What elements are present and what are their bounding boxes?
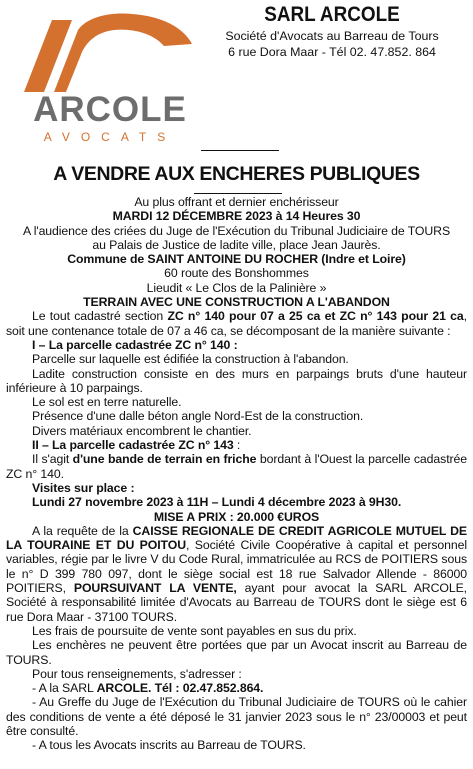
text-run: Le tout cadastré section [32, 309, 168, 324]
auction-venue-address: au Palais de Justice de ladite ville, place Jean Jaurès. [92, 237, 381, 252]
property-locality: Lieudit « Le Clos de la Palinière » [146, 280, 327, 295]
text-run: II – La parcelle cadastrée ZC n° 143 [32, 438, 234, 453]
contact-firm [6, 681, 467, 695]
auction-condition: Au plus offrant et dernier enchérisseur [134, 195, 339, 209]
auction-venue: A l'audience des criées du Juge de l'Exécution du Tribunal Judiciaire de TOURS [22, 223, 451, 238]
arcole-logo [14, 8, 202, 148]
petitioner-name: CAISSE REGIONALE DE CREDIT AGRICOLE MUTUEL DE LA TOURAINE ET DU POITOU [6, 523, 467, 553]
top-divider [201, 150, 279, 151]
parcel-143-desc [6, 452, 467, 481]
text-run: - A la SARL [32, 681, 97, 696]
ground-desc: Le sol est en terre naturelle. [32, 395, 182, 410]
firm-address: 6 rue Dora Maar - Tél 02. 47.852. 864 [228, 45, 436, 59]
arcole-logo-mark [14, 8, 202, 98]
visits-dates: Lundi 27 novembre 2023 à 11H – Lundi 4 décembre 2023 à 9H30. [32, 495, 402, 510]
logo-subtitle: AVOCATS [43, 130, 177, 144]
firm-name: SARL ARCOLE [264, 3, 400, 26]
parcel-140-desc: Parcelle sur laquelle est édifiée la construction à l'abandon. [32, 352, 349, 367]
contact-heading: Pour tous renseignements, s'adresser : [32, 666, 242, 681]
property-type: TERRAIN AVEC UNE CONSTRUCTION A L'ABANDON [83, 295, 390, 310]
property-address: 60 route des Bonshommes [164, 266, 309, 281]
property-commune: Commune de SAINT ANTOINE DU ROCHER (Indre et Loire) [67, 252, 406, 267]
text-run: d'une bande de terrain en friche [72, 452, 257, 467]
firm-header [200, 2, 464, 60]
fees-note: Les frais de poursuite de vente sont payables en sus du prix. [32, 623, 357, 638]
contact-lawyers: - A tous les Avocats inscrits au Barreau de TOURS. [32, 738, 306, 753]
text-run: : [233, 438, 241, 453]
cadastre-refs: ZC n° 140 pour 07 a 25 ca et ZC n° 143 pour 21 ca [167, 309, 464, 324]
visits-heading: Visites sur place : [32, 480, 135, 495]
text-run: ayant pour avocat la SARL ARCOLE, Société à responsabilité limitée d'Avocats au Barreau de TOURS dont le siège est 6 rue Dora Maar - 37100 TOURS. [6, 581, 467, 624]
parcel-140-heading: I – La parcelle cadastrée ZC n° 140 : [32, 337, 238, 352]
cadastre-paragraph [6, 309, 467, 338]
text-run: bordant à l'Ouest la parcelle cadastrée ZC n° 140. [6, 452, 467, 481]
slab-desc: Présence d'une dalle béton angle Nord-Est de la construction. [32, 409, 364, 424]
construction-desc: Ladite construction consiste en des murs en parpaings bruts d'une hauteur inférieure à 10 parpaings. [6, 366, 467, 395]
parcel-143-heading [6, 438, 467, 452]
starting-price: MISE A PRIX : 20.000 €UROS [153, 509, 320, 524]
text-run: , soit une contenance totale de 07 a 46 ca, se décomposant de la manière suivante : [6, 309, 467, 338]
bidding-note: Les enchères ne peuvent être portées que par un Avocat inscrit au Barreau de TOURS. [6, 638, 467, 667]
text-run: A la requête de la [32, 523, 133, 538]
logo-wordmark: ARCOLE [33, 90, 187, 129]
text-run: ARCOLE. Tél : 02.47.852.864. [96, 681, 264, 696]
petitioner-paragraph [6, 524, 467, 624]
materials-desc: Divers matériaux encombrent le chantier. [32, 423, 252, 438]
notice-title: A VENDRE AUX ENCHERES PUBLIQUES [53, 163, 420, 185]
text-run: , Société Civile Coopérative à capital et personnel variables, régie par le livre V du Code Rural, immatriculée au RCS de POITIERS sous le n° D 399 780 097, dont le siège social est 18 rue Salvador Allende - 86000 POITIERS, [6, 538, 467, 596]
legal-notice [6, 162, 467, 753]
firm-description: Société d'Avocats au Barreau de Tours [225, 29, 439, 43]
contact-registry: - Au Greffe du Juge de l'Exécution du Tribunal Judiciaire de TOURS où le cahier des conditions de vente a été déposé le 31 janvier 2023 sous le n° 23/00003 et peut être consulté. [6, 695, 467, 738]
text-run: Il s'agit [32, 452, 73, 467]
auction-date: MARDI 12 DÉCEMBRE 2023 à 14 Heures 30 [112, 209, 361, 224]
text-run: POURSUIVANT LA VENTE, [73, 581, 237, 596]
